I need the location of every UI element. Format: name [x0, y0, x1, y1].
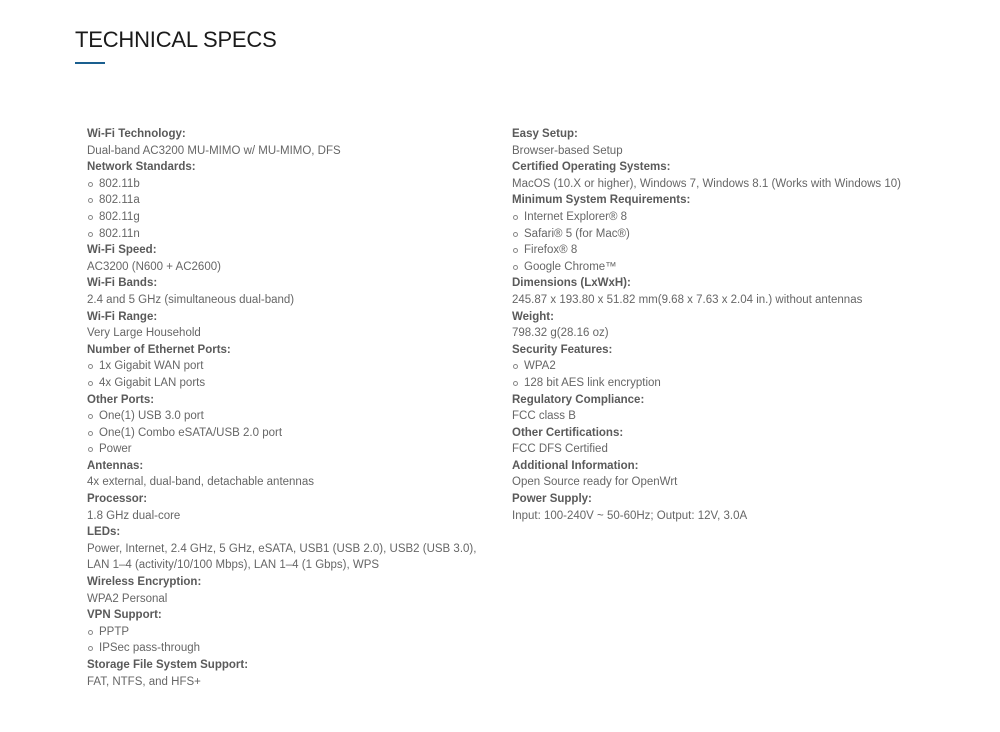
page-title: TECHNICAL SPECS — [75, 27, 277, 52]
spec-additional-information — [512, 458, 952, 491]
spec-value-line: Power, Internet, 2.4 GHz, 5 GHz, eSATA, USB1 (USB 2.0), USB2 (USB 3.0), — [87, 542, 477, 555]
spec-label: Dimensions (LxWxH): — [512, 277, 631, 290]
spec-value: FAT, NTFS, and HFS+ — [87, 675, 201, 688]
spec-wi-fi-speed — [87, 242, 507, 275]
list-item-text: Google Chrome™ — [524, 260, 617, 273]
spec-value: Input: 100-240V ~ 50-60Hz; Output: 12V, 3.0A — [512, 509, 748, 522]
list-item-text: 128 bit AES link encryption — [524, 376, 661, 389]
spec-label: Power Supply: — [512, 493, 592, 506]
spec-dimensions-lxwxh — [512, 275, 952, 308]
circle-bullet-icon — [88, 232, 93, 237]
list-item-text: Safari® 5 (for Mac®) — [524, 227, 630, 240]
list-item — [512, 242, 952, 259]
list-item — [87, 441, 507, 458]
spec-value: FCC class B — [512, 410, 576, 423]
list-item — [87, 358, 507, 375]
spec-value: 1.8 GHz dual-core — [87, 509, 181, 522]
spec-value: 245.87 x 193.80 x 51.82 mm(9.68 x 7.63 x 2.04 in.) without antennas — [512, 293, 863, 306]
spec-wireless-encryption — [87, 574, 507, 607]
list-item-text: Firefox® 8 — [524, 244, 578, 257]
circle-bullet-icon — [88, 431, 93, 436]
circle-bullet-icon — [88, 630, 93, 635]
circle-bullet-icon — [88, 364, 93, 369]
list-item-text: 1x Gigabit WAN port — [99, 360, 204, 373]
spec-label: Antennas: — [87, 459, 144, 472]
list-item — [87, 176, 507, 193]
spec-value: WPA2 Personal — [87, 592, 168, 605]
spec-label: Wi-Fi Bands: — [87, 277, 158, 290]
circle-bullet-icon — [513, 248, 518, 253]
spec-label: Wi-Fi Technology: — [87, 128, 186, 140]
list-item-text: 802.11b — [99, 177, 140, 190]
spec-label: VPN Support: — [87, 609, 162, 622]
spec-label: Processor: — [87, 493, 148, 506]
spec-vpn-support — [87, 607, 507, 657]
circle-bullet-icon — [88, 198, 93, 203]
spec-label: Weight: — [512, 310, 554, 323]
spec-value: AC3200 (N600 + AC2600) — [87, 260, 221, 273]
list-item-text: One(1) USB 3.0 port — [99, 410, 204, 423]
list-item — [512, 259, 952, 276]
spec-value: 2.4 and 5 GHz (simultaneous dual-band) — [87, 293, 295, 306]
spec-other-certifications — [512, 425, 952, 458]
spec-weight — [512, 309, 952, 342]
spec-label: LEDs: — [87, 526, 121, 539]
circle-bullet-icon — [88, 381, 93, 386]
spec-label: Minimum System Requirements: — [512, 194, 691, 207]
spec-wi-fi-technology — [87, 126, 507, 159]
list-item — [512, 226, 952, 243]
spec-value: 798.32 g(28.16 oz) — [512, 327, 609, 340]
spec-label: Easy Setup: — [512, 128, 578, 140]
spec-label: Wireless Encryption: — [87, 576, 202, 589]
circle-bullet-icon — [513, 232, 518, 237]
circle-bullet-icon — [513, 265, 518, 270]
circle-bullet-icon — [513, 215, 518, 220]
list-item-text: 802.11a — [99, 194, 140, 207]
spec-list — [87, 408, 507, 458]
spec-regulatory-compliance — [512, 392, 952, 425]
spec-list — [87, 358, 507, 391]
spec-list — [512, 209, 952, 275]
list-item-text: PPTP — [99, 625, 130, 638]
list-item-text: 4x Gigabit LAN ports — [99, 376, 206, 389]
spec-label: Other Ports: — [87, 393, 155, 406]
spec-antennas — [87, 458, 507, 491]
list-item — [87, 408, 507, 425]
list-item-text: Power — [99, 443, 132, 456]
list-item — [87, 192, 507, 209]
spec-value: MacOS (10.X or higher), Windows 7, Windows 8.1 (Works with Windows 10) — [512, 177, 901, 190]
spec-value: Dual-band AC3200 MU-MIMO w/ MU-MIMO, DFS — [87, 144, 341, 157]
spec-power-supply — [512, 491, 952, 524]
spec-list — [87, 624, 507, 657]
spec-easy-setup — [512, 126, 952, 159]
spec-storage-file-system-support — [87, 657, 507, 690]
specs-column-right — [512, 126, 952, 524]
spec-list — [87, 176, 507, 242]
spec-value-line: LAN 1–4 (activity/10/100 Mbps), LAN 1–4 (1 Gbps), WPS — [87, 559, 380, 572]
spec-label: Certified Operating Systems: — [512, 161, 671, 174]
circle-bullet-icon — [513, 364, 518, 369]
spec-value: 4x external, dual-band, detachable antennas — [87, 476, 314, 489]
list-item — [512, 358, 952, 375]
list-item-text: 802.11n — [99, 227, 140, 240]
spec-security-features — [512, 342, 952, 392]
spec-other-ports — [87, 392, 507, 458]
spec-wi-fi-bands — [87, 275, 507, 308]
spec-value: Browser-based Setup — [512, 144, 623, 157]
spec-list — [512, 358, 952, 391]
list-item — [87, 375, 507, 392]
title-underline — [75, 62, 105, 64]
spec-certified-operating-systems — [512, 159, 952, 192]
spec-leds — [87, 524, 507, 574]
list-item-text: 802.11g — [99, 210, 140, 223]
spec-label: Additional Information: — [512, 459, 639, 472]
spec-value: Very Large Household — [87, 327, 201, 340]
spec-label: Security Features: — [512, 343, 613, 356]
circle-bullet-icon — [88, 215, 93, 220]
list-item-text: One(1) Combo eSATA/USB 2.0 port — [99, 426, 283, 439]
circle-bullet-icon — [88, 646, 93, 651]
specs-column-left — [87, 126, 507, 690]
list-item — [87, 425, 507, 442]
spec-value: Open Source ready for OpenWrt — [512, 476, 678, 489]
list-item-text: IPSec pass-through — [99, 642, 201, 655]
list-item — [87, 226, 507, 243]
spec-label: Wi-Fi Speed: — [87, 244, 157, 257]
circle-bullet-icon — [513, 381, 518, 386]
spec-processor — [87, 491, 507, 524]
list-item — [512, 209, 952, 226]
list-item — [87, 209, 507, 226]
list-item — [87, 624, 507, 641]
spec-minimum-system-requirements — [512, 192, 952, 275]
circle-bullet-icon — [88, 447, 93, 452]
spec-label: Regulatory Compliance: — [512, 393, 645, 406]
spec-label: Wi-Fi Range: — [87, 310, 158, 323]
circle-bullet-icon — [88, 182, 93, 187]
spec-label: Network Standards: — [87, 161, 196, 174]
spec-value: FCC DFS Certified — [512, 443, 608, 456]
list-item — [87, 640, 507, 657]
spec-label: Number of Ethernet Ports: — [87, 343, 231, 356]
spec-wi-fi-range — [87, 309, 507, 342]
list-item-text: Internet Explorer® 8 — [524, 210, 628, 223]
spec-label: Other Certifications: — [512, 426, 624, 439]
spec-number-of-ethernet-ports — [87, 342, 507, 392]
spec-network-standards — [87, 159, 507, 242]
list-item-text: WPA2 — [524, 360, 556, 373]
list-item — [512, 375, 952, 392]
spec-label: Storage File System Support: — [87, 659, 249, 671]
circle-bullet-icon — [88, 414, 93, 419]
